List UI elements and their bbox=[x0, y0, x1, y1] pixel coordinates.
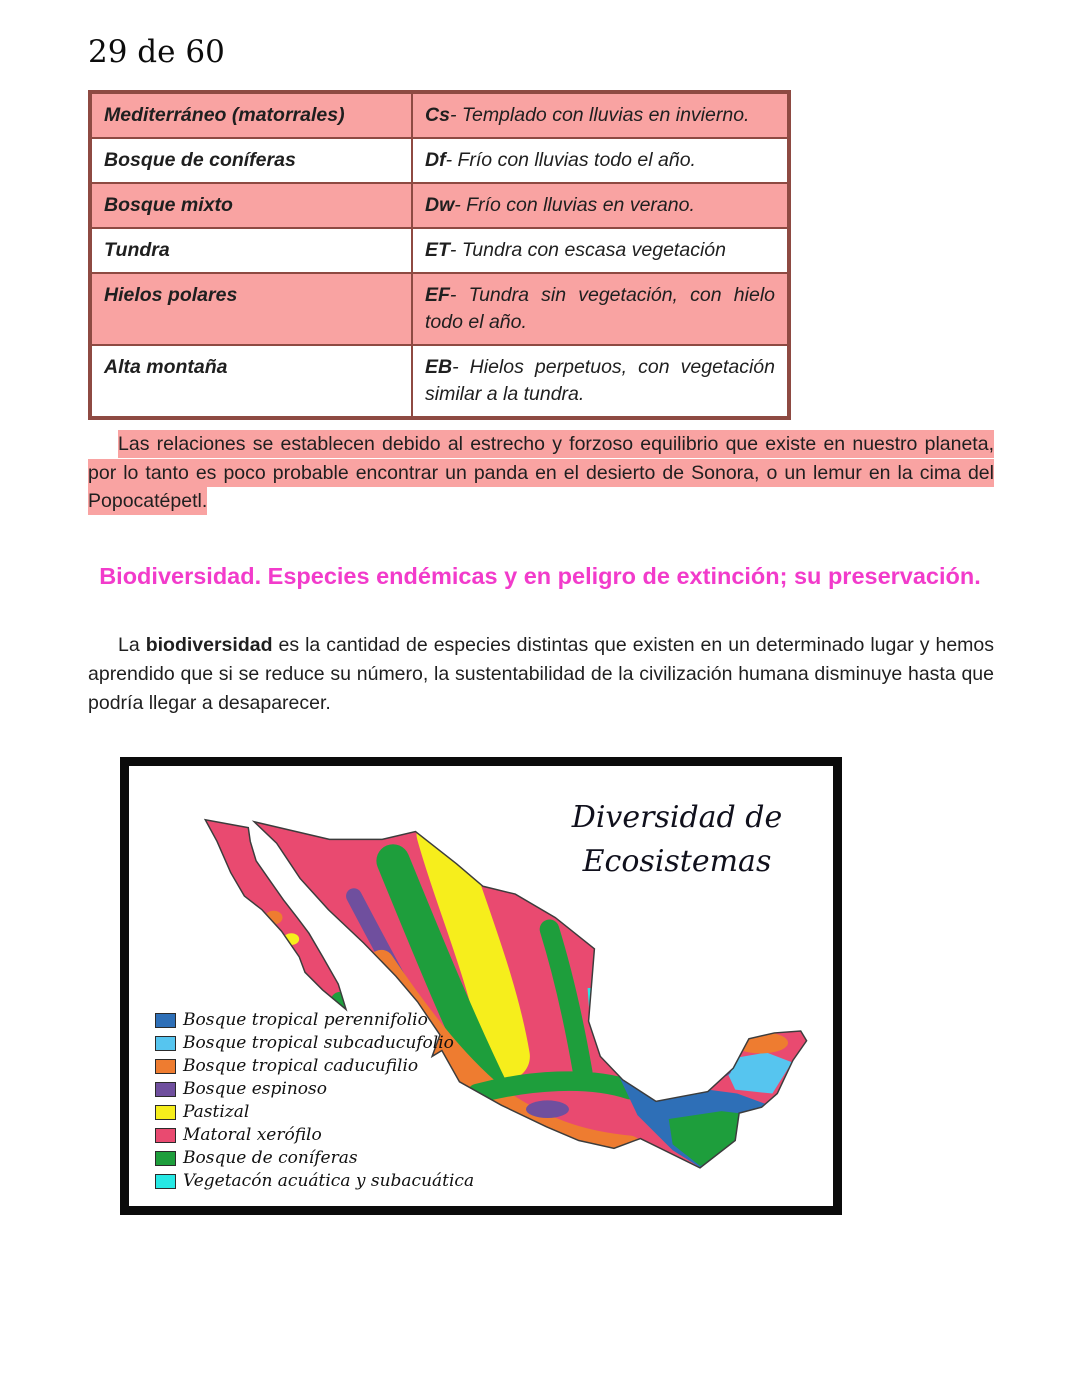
region-caducifolio-yucatan bbox=[733, 1032, 788, 1054]
climate-cell bbox=[412, 183, 789, 228]
climate-desc: - Frío con lluvias todo el año. bbox=[445, 149, 696, 171]
legend-swatch bbox=[155, 1013, 176, 1028]
ecosystem-map-figure bbox=[120, 757, 842, 1215]
climate-classification-table bbox=[88, 90, 791, 420]
biome-cell: Bosque de coníferas bbox=[90, 138, 412, 183]
climate-desc: - Tundra con escasa vegetación bbox=[449, 239, 726, 261]
biome-cell: Hielos polares bbox=[90, 273, 412, 345]
map-title-line1: Diversidad de bbox=[571, 800, 783, 835]
climate-desc: - Tundra sin vegetación, con hielo todo el año. bbox=[425, 284, 775, 333]
legend-item bbox=[155, 1010, 474, 1030]
climate-cell bbox=[412, 345, 789, 418]
map-title-line2: Ecosistemas bbox=[582, 844, 772, 879]
legend-item bbox=[155, 1033, 474, 1053]
legend-swatch bbox=[155, 1082, 176, 1097]
climate-desc: - Templado con lluvias en invierno. bbox=[449, 104, 750, 126]
legend-label: Bosque tropical caducufilio bbox=[183, 1056, 419, 1076]
legend-item bbox=[155, 1125, 474, 1145]
legend-label: Bosque tropical perennifolio bbox=[183, 1010, 428, 1030]
body-rest: es la cantidad de especies distintas que existen en un determinado lugar y hemos aprendido que si se reduce su número, la sustentabilidad de la civilización humana disminuye hasta que podría llegar a desaparecer. bbox=[88, 634, 994, 714]
table-row bbox=[90, 138, 789, 183]
legend-label: Matoral xerófilo bbox=[183, 1125, 322, 1145]
highlighted-paragraph bbox=[88, 430, 994, 516]
climate-code: Df bbox=[425, 149, 446, 171]
legend-swatch bbox=[155, 1128, 176, 1143]
climate-cell bbox=[412, 228, 789, 273]
biome-cell: Alta montaña bbox=[90, 345, 412, 418]
legend-item bbox=[155, 1102, 474, 1122]
legend-swatch bbox=[155, 1036, 176, 1051]
page-number: 29 de 60 bbox=[88, 34, 225, 70]
region-espinoso-balsas bbox=[526, 1100, 569, 1118]
legend-item bbox=[155, 1148, 474, 1168]
legend-label: Vegetacón acuática y subacuática bbox=[183, 1171, 475, 1191]
climate-code: Cs bbox=[425, 104, 450, 126]
climate-desc: - Hielos perpetuos, con vegetación similar a la tundra. bbox=[425, 356, 775, 405]
legend-swatch bbox=[155, 1105, 176, 1120]
body-paragraph bbox=[88, 631, 994, 718]
legend-swatch bbox=[155, 1151, 176, 1166]
climate-desc: - Frío con lluvias en verano. bbox=[454, 194, 695, 216]
climate-cell bbox=[412, 92, 789, 138]
climate-code: ET bbox=[425, 239, 450, 261]
body-bold-term: biodiversidad bbox=[145, 634, 273, 656]
table-row bbox=[90, 273, 789, 345]
map-legend bbox=[155, 1007, 474, 1194]
legend-item bbox=[155, 1171, 474, 1191]
legend-label: Pastizal bbox=[183, 1102, 250, 1122]
section-heading: Biodiversidad. Especies endémicas y en peligro de extinción; su preservación. bbox=[99, 563, 981, 589]
legend-label: Bosque de coníferas bbox=[183, 1148, 358, 1168]
legend-label: Bosque espinoso bbox=[183, 1079, 327, 1099]
table-row bbox=[90, 345, 789, 418]
body-lead: La bbox=[118, 634, 146, 656]
table-row bbox=[90, 183, 789, 228]
table-row bbox=[90, 228, 789, 273]
legend-label: Bosque tropical subcaducufolio bbox=[183, 1033, 454, 1053]
legend-swatch bbox=[155, 1174, 176, 1189]
map-title bbox=[535, 796, 819, 884]
climate-code: EB bbox=[425, 356, 453, 378]
legend-item bbox=[155, 1079, 474, 1099]
legend-swatch bbox=[155, 1059, 176, 1074]
climate-cell bbox=[412, 138, 789, 183]
region-espinoso-yucatan bbox=[712, 1063, 732, 1077]
climate-code: Dw bbox=[425, 194, 455, 216]
region-pastizal-baja bbox=[283, 933, 299, 945]
biome-cell: Mediterráneo (matorrales) bbox=[90, 92, 412, 138]
biome-cell: Tundra bbox=[90, 228, 412, 273]
climate-code: EF bbox=[425, 284, 450, 306]
highlight-span: Las relaciones se establecen debido al estrecho y forzoso equilibrio que existe en nuestro planeta, por lo tanto es poco probable encontrar un panda en el desierto de Sonora, o un lemur en la cima del Popocatépetl. bbox=[88, 430, 994, 515]
table-row bbox=[90, 92, 789, 138]
biome-cell: Bosque mixto bbox=[90, 183, 412, 228]
climate-cell bbox=[412, 273, 789, 345]
legend-item bbox=[155, 1056, 474, 1076]
